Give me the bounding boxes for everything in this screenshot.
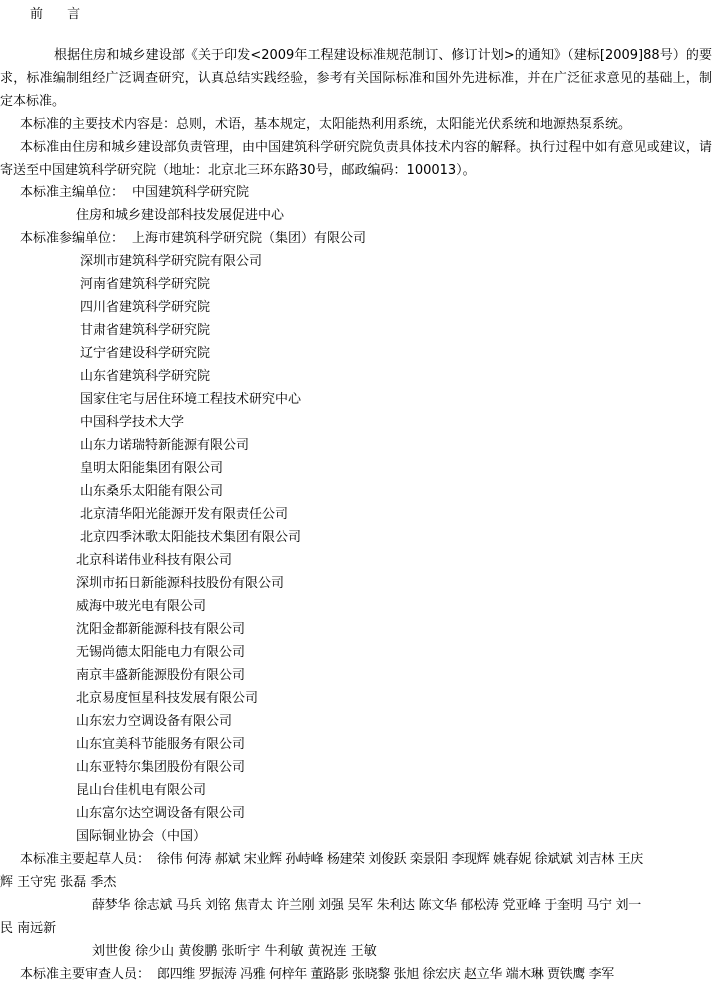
participating-unit: 山东宏力空调设备有限公司 <box>76 714 233 729</box>
participating-unit: 河南省建筑科学研究院 <box>80 277 211 292</box>
participating-unit: 四川省建筑科学研究院 <box>80 300 211 315</box>
participating-unit: 深圳市拓日新能源科技股份有限公司 <box>76 576 285 591</box>
participating-unit: 山东力诺瑞特新能源有限公司 <box>80 438 250 453</box>
chief-editor-unit: 住房和城乡建设部科技发展促进中心 <box>76 208 285 223</box>
participating-unit: 山东亚特尔集团股份有限公司 <box>76 760 246 775</box>
participating-unit: 甘肃省建筑科学研究院 <box>80 323 211 338</box>
participating-unit: 无锡尚德太阳能电力有限公司 <box>76 645 246 660</box>
participating-unit: 山东省建筑科学研究院 <box>80 369 211 384</box>
paragraph-basis: 根据住房和城乡建设部《关于印发<2009年工程建设标准规范制订、修订计划>的通知》（建标[2009]88号）的要求，标准编制组经广泛调查研究，认真总结实践经验，参考有关国际标准和国外先进标准，并在广泛征求意见的基础上，制定本标准。 <box>0 48 712 109</box>
participating-unit: 国家住宅与居住环境工程技术研究中心 <box>80 392 302 407</box>
reviewers-label: 本标准主要审查人员： <box>20 967 151 982</box>
chief-editor-unit: 中国建筑科学研究院 <box>132 185 250 200</box>
participating-unit: 辽宁省建设科学研究院 <box>80 346 211 361</box>
participating-unit: 皇明太阳能集团有限公司 <box>80 461 224 476</box>
participating-unit: 北京科诺伟业科技有限公司 <box>76 553 233 568</box>
participating-unit: 北京四季沐歌太阳能技术集团有限公司 <box>80 530 302 545</box>
page-title: 前 言 <box>30 7 91 22</box>
participating-unit: 深圳市建筑科学研究院有限公司 <box>80 254 263 269</box>
participating-unit: 中国科学技术大学 <box>80 415 185 430</box>
drafters-line: 辉 王守宪 张磊 季杰 <box>0 875 117 890</box>
paragraph-content: 本标准的主要技术内容是：总则，术语，基本规定，太阳能热利用系统，太阳能光伏系统和地源热泵系统。 <box>20 117 632 132</box>
paragraph-management: 本标准由住房和城乡建设部负责管理，由中国建筑科学研究院负责具体技术内容的解释。执行过程中如有意见或建议，请寄送至中国建筑科学研究院（地址：北京北三环东路30号，邮政编码：100013）。 <box>0 140 712 178</box>
drafters-line: 徐伟 何涛 郝斌 宋业辉 孙峙峰 杨建荣 刘俊跃 栾景阳 李现辉 姚春妮 徐斌斌 刘吉林 王庆 <box>157 852 643 867</box>
drafters-line: 民 南远新 <box>0 921 57 936</box>
participating-unit: 山东宜美科节能服务有限公司 <box>76 737 246 752</box>
participating-unit: 北京清华阳光能源开发有限责任公司 <box>80 507 289 522</box>
participating-unit: 南京丰盛新能源股份有限公司 <box>76 668 246 683</box>
participating-unit: 北京易度恒星科技发展有限公司 <box>76 691 259 706</box>
chief-editor-label: 本标准主编单位： <box>20 185 125 200</box>
participating-unit: 上海市建筑科学研究院（集团）有限公司 <box>132 231 367 246</box>
participating-unit: 山东桑乐太阳能有限公司 <box>80 484 224 499</box>
drafters-line: 薛梦华 徐志斌 马兵 刘铭 焦青太 许兰刚 刘强 吴军 朱利达 陈文华 郁松涛 党亚峰 于奎明 马宁 刘一 <box>92 898 641 913</box>
participating-unit: 国际铜业协会（中国） <box>76 829 207 844</box>
drafters-line: 刘世俊 徐少山 黄俊鹏 张昕宇 牛利敏 黄祝连 王敏 <box>92 944 377 959</box>
participating-unit: 威海中玻光电有限公司 <box>76 599 207 614</box>
participating-unit: 沈阳金都新能源科技有限公司 <box>76 622 246 637</box>
participating-label: 本标准参编单位： <box>20 231 125 246</box>
participating-unit: 昆山台佳机电有限公司 <box>76 783 207 798</box>
drafters-label: 本标准主要起草人员： <box>20 852 151 867</box>
participating-unit: 山东富尔达空调设备有限公司 <box>76 806 246 821</box>
reviewers-names: 郎四维 罗振涛 冯雅 何梓年 董路影 张晓黎 张旭 徐宏庆 赵立华 端木琳 贾铁鹰 李军 <box>157 967 614 982</box>
